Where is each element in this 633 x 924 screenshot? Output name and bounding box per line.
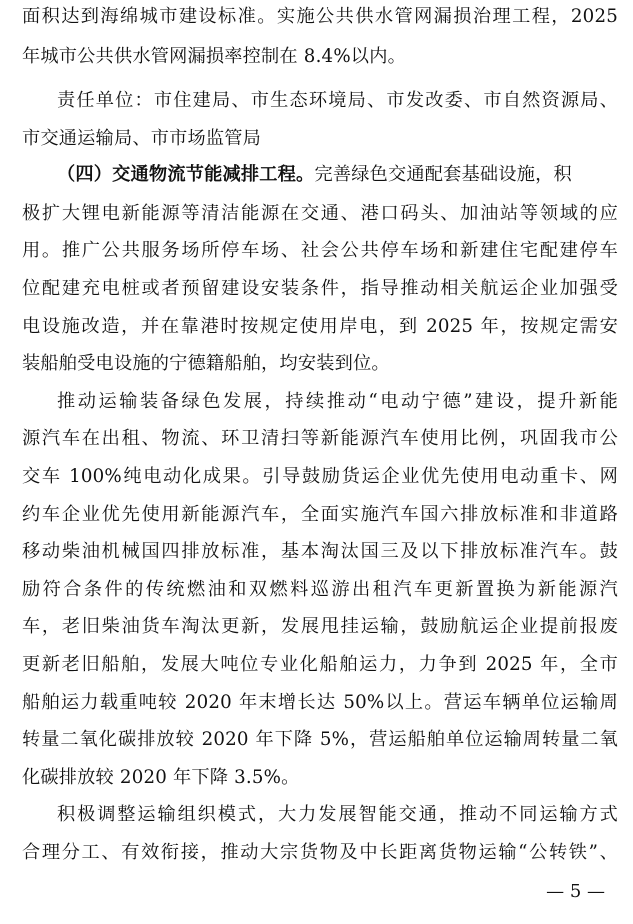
- page-number: — 5 —: [546, 881, 605, 902]
- paragraph-line: 推动运输装备绿色发展，持续推动“电动宁德”建设，提升新能: [57, 391, 618, 412]
- paragraph-line: 装船舶受电设施的宁德籍船舶，均安装到位。: [22, 353, 390, 374]
- paragraph-line: 移动柴油机械国四排放标准，基本淘汰国三及以下排放标准汽车。鼓: [22, 541, 618, 562]
- section-heading-line: [57, 160, 618, 190]
- paragraph-line: 用。推广公共服务场所停车场、社会公共停车场和新建住宅配建停车: [22, 240, 618, 261]
- section-heading: （四）交通物流节能减排工程。: [57, 164, 315, 185]
- paragraph-line: 面积达到海绵城市建设标准。实施公共供水管网漏损治理工程，2025: [22, 6, 618, 27]
- paragraph-line: 年城市公共供水管网漏损率控制在 8.4%以内。: [22, 46, 406, 67]
- responsibility-line: 责任单位：市住建局、市生态环境局、市发改委、市自然资源局、: [57, 90, 618, 111]
- paragraph-line: 船舶运力载重吨较 2020 年末增长达 50%以上。营运车辆单位运输周: [22, 692, 618, 713]
- paragraph-line: 转量二氧化碳排放较 2020 年下降 5%，营运船舶单位运输周转量二氧: [22, 729, 618, 750]
- paragraph-line: 积极调整运输组织模式，大力发展智能交通，推动不同运输方式: [57, 804, 618, 825]
- paragraph-line: 约车企业优先使用新能源汽车，全面实施汽车国六排放标准和非道路: [22, 504, 618, 525]
- paragraph-line: 车，老旧柴油货车淘汰更新，发展甩挂运输，鼓励航运企业提前报废: [22, 616, 618, 637]
- paragraph-line: 更新老旧船舶，发展大吨位专业化船舶运力，力争到 2025 年，全市: [22, 654, 618, 675]
- paragraph-line: 源汽车在出租、物流、环卫清扫等新能源汽车使用比例，巩固我市公: [22, 428, 618, 449]
- paragraph-line: 合理分工、有效衔接，推动大宗货物及中长距离货物运输“公转铁”、: [22, 842, 618, 863]
- paragraph-line: 化碳排放较 2020 年下降 3.5%。: [22, 767, 300, 788]
- paragraph-line: 交车 100%纯电动化成果。引导鼓励货运企业优先使用电动重卡、网: [22, 466, 618, 487]
- paragraph-line: 励符合条件的传统燃油和双燃料巡游出租汽车更新置换为新能源汽: [22, 579, 618, 600]
- paragraph-line: 极扩大锂电新能源等清洁能源在交通、港口码头、加油站等领域的应: [22, 203, 618, 224]
- responsibility-line: 市交通运输局、市市场监管局: [22, 128, 262, 149]
- section-heading-text: 完善绿色交通配套基础设施，积: [314, 164, 572, 185]
- paragraph-line: 位配建充电桩或者预留建设安装条件，指导推动相关航运企业加强受: [22, 278, 618, 299]
- paragraph-line: 电设施改造，并在靠港时按规定使用岸电，到 2025 年，按规定需安: [22, 316, 618, 337]
